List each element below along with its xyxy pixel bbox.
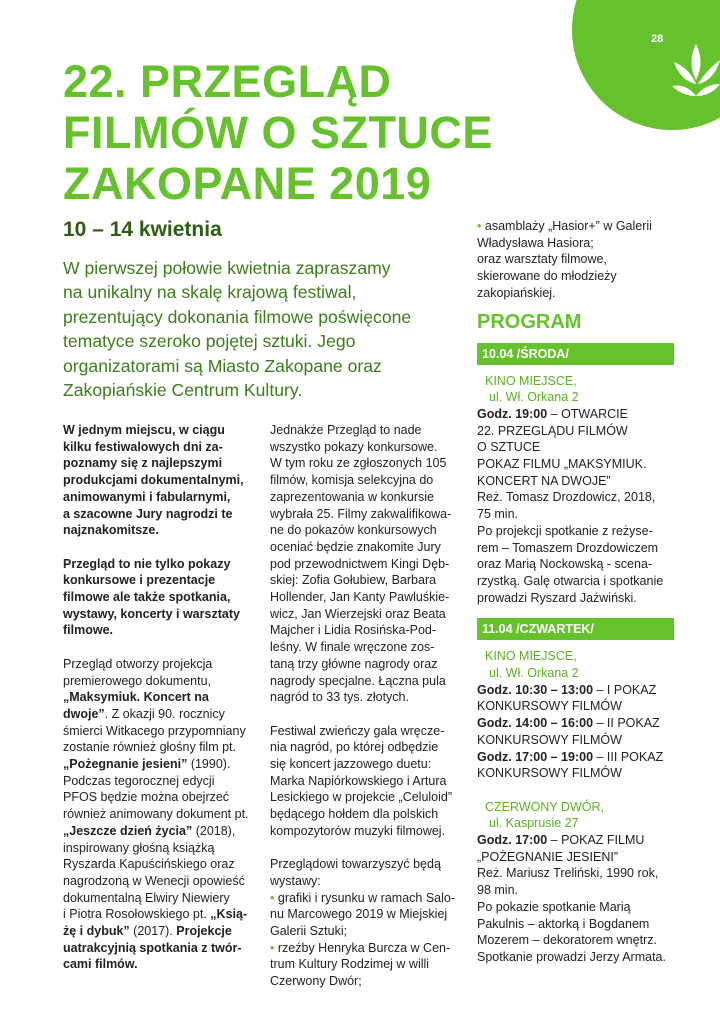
page-title: 22. PRZEGLĄD FILMÓW O SZTUCE ZAKOPANE 2019 (63, 56, 493, 209)
gala-paragraph: Festiwal zwieńczy gala wręcze- nia nagród, po której odbędzie się koncert jazzowego duetu: Marka Napiórkowskiego i Artura Lesickiego w projekcie „Celuloid” będącego hołdem dla polskich kompozytorów muzyki filmowej. (270, 723, 453, 838)
event-pozegnanie-jesieni: Godz. 17:00 – POKAZ FILMU „POŻEGNANIE JESIENI” Reż. Mariusz Treliński, 1990 rok, 98 min. Po pokazie spotkanie Marią Pakulnis – aktorką i Bogdanem Mozerem – dekoratorem wnętrz. Spotkanie prowadzi Jerzy Armata. (477, 833, 666, 964)
event-opening: Godz. 19:00 – OTWARCIE 22. PRZEGLĄDU FILMÓW O SZTUCE POKAZ FILMU „MAKSYMIUK. KONCERT NA DWOJE” Reż. Tomasz Drozdowicz, 2018, 75 min. Po projekcji spotkanie z reżyse- rem – Tomaszem Drozdowiczem oraz Marią Nockowską - scena- rzystką. Galę otwarcia i spotkanie prowadzi Ryszard Jaźwiński. (477, 406, 664, 605)
day-header-1104: 11.04 /CZWARTEK/ (477, 618, 674, 640)
competition-paragraph: Jednakże Przegląd to nade wszystko pokazy konkursowe. W tym roku ze zgłoszonych 105 filmów, komisja selekcyjna do zaprezentowania w konkursie wybrała 25. Filmy zakwalifikowa- ne do pokazów konkursowych oceniać będzie znakomite Jury pod przewodnictwem Kingi Dęb- skiej: Zofia Gołubiew, Barbara Hollender, Jan Kanty Pawluśkie- wicz, Jan Wierzejski oraz Beata Majcher i Lidia Rosińska-Pod- leśny. W finale wręczone zos- taną trzy główne nagrody oraz nagrody specjalne. Łączna pula nagród to 33 tys. złotych. (270, 423, 452, 705)
exhibitions-continued: • asamblaży „Hasior+” w Galerii Władysława Hasiora; oraz warsztaty filmowe, skierowane do młodzieży zakopiańskiej. (477, 219, 652, 300)
bullet-icon: • (477, 219, 482, 233)
screenings-paragraph: Przegląd otworzy projekcja premierowego dokumentu, „Maksymiuk. Koncert na dwoje”. Z okazji 90. rocznicy śmierci Witkacego przypomniany zostanie również głośny film pt. „Pożegnanie jesieni” (1990). Podczas tegorocznej edycji PFOS będzie można obejrzeć również animowany dokument pt. „Jeszcze dzień życia” (2018), inspirowany głośną książką Ryszarda Kapuścińskiego oraz nagrodzoną w Wenecji opowieść dokumentalną Elwiry Niewiery i Piotra Rosołowskiego pt. „Ksią- żę i dybuk” (2017). Projekcje uatrakcyjnią spotkania z twór- cami filmów. (63, 656, 249, 972)
column-3 (477, 218, 677, 966)
program-heading: PROGRAM (477, 310, 582, 333)
leaf-sprout-icon (668, 40, 720, 98)
column-1 (63, 422, 258, 973)
highlights-paragraph: Przegląd to nie tylko pokazy konkursowe i prezentacje filmowe ale także spotkania, wystawy, koncerty i warsztaty filmowe. (63, 556, 240, 638)
venue-kino-miejsce: KINO MIEJSCE, ul. Wł. Orkana 2 (485, 373, 579, 405)
event-dates: 10 – 14 kwietnia (63, 218, 222, 241)
lead-paragraph: W pierwszej połowie kwietnia zapraszamy na unikalny na skalę krajową festiwal, prezentujący dokonania filmowe poświęcone tematyce szeroko pojętej sztuki. Jego organizatorami są Miasto Zakopane oraz Zakopiańskie Centrum Kultury. (63, 258, 412, 401)
exhibitions-paragraph: Przeglądowi towarzyszyć będą wystawy: • grafiki i rysunku w ramach Salo- nu Marcowego 2019 w Miejskiej Galerii Sztuki; • rzeźby Henryka Burcza w Cen- trum Kultury Rodzimej w willi Czerwony Dwór; (270, 857, 456, 989)
page-number: 28 (651, 33, 664, 45)
competition-shows: Godz. 10:30 – 13:00 – I POKAZ KONKURSOWY FILMÓW Godz. 14:00 – 16:00 – II POKAZ KONKURSOWY FILMÓW Godz. 17:00 – 19:00 – III POKAZ KONKURSOWY FILMÓW (477, 682, 664, 781)
column-2 (270, 422, 465, 990)
intro-paragraph: W jednym miejscu, w ciągu kilku festiwalowych dni za- poznamy się z najlepszymi produkcjami dokumentalnymi, animowanymi i fabularnymi, a szacowne Jury nagrodzi te najznakomitsze. (63, 423, 244, 538)
venue-kino-miejsce-2: KINO MIEJSCE, ul. Wł. Orkana 2 (485, 649, 579, 681)
venue-czerwony-dwor: CZERWONY DWÓR, ul. Kasprusie 27 (485, 799, 604, 831)
day-header-1004: 10.04 /ŚRODA/ (477, 343, 674, 365)
bullet-icon: • (270, 890, 275, 905)
bullet-icon: • (270, 940, 275, 955)
